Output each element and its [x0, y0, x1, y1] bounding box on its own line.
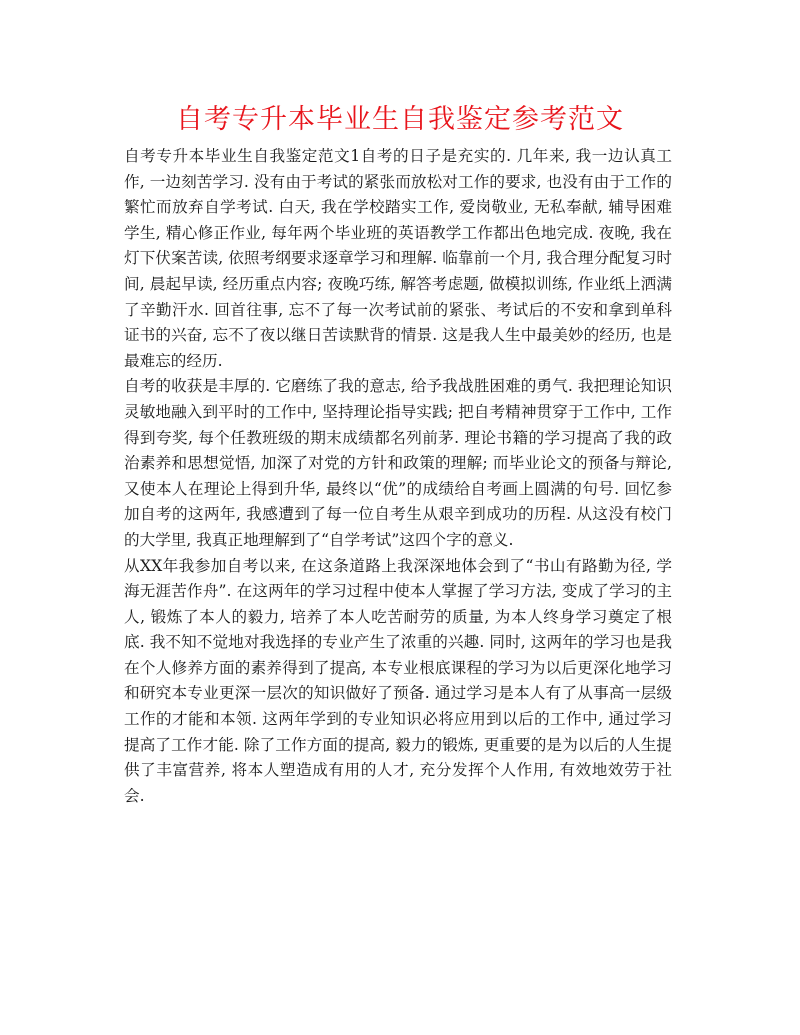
paragraph-3: 从XX年我参加自考以来, 在这条道路上我深深地体会到了“书山有路勤为径, 学海无涯苦作舟”. 在这两年的学习过程中使本人掌握了学习方法, 变成了学习的主人, 锻炼了本人的毅力, 培养了本人吃苦耐劳的质量, 为本人终身学习奠定了根底. 我不知不觉地对我选择的专业产生了浓重的兴趣. 同时, 这两年的学习也是我在个人修养方面的素养得到了提高, 本专业根底课程的学习为以后更深化地学习和研究本专业更深一层次的知识做好了预备. 通过学习是本人有了从事高一层级工作的才能和本领. 这两年学到的专业知识必将应用到以后的工作中, 通过学习提高了工作才能. 除了工作方面的提高, 毅力的锻炼, 更重要的是为以后的人生提供了丰富营养, 将本人塑造成有用的人才, 充分发挥个人作用, 有效地效劳于社会. — [124, 556, 672, 805]
paragraph-2: 自考的收获是丰厚的. 它磨练了我的意志, 给予我战胜困难的勇气. 我把理论知识灵敏地融入到平时的工作中, 坚持理论指导实践; 把自考精神贯穿于工作中, 工作得到夸奖, 每个任教班级的期末成绩都名列前茅. 理论书籍的学习提高了我的政治素养和思想觉悟, 加深了对党的方针和政策的理解; 而毕业论文的预备与辩论, 又使本人在理论上得到升华, 最终以“优”的成绩给自考画上圆满的句号. 回忆参加自考的这两年, 我感遭到了每一位自考生从艰辛到成功的历程. 从这没有校门的大学里, 我真正地理解到了“自学考试”这四个字的意义. — [124, 377, 672, 549]
paragraph-1: 自考专升本毕业生自我鉴定范文1自考的日子是充实的. 几年来, 我一边认真工作, 一边刻苦学习. 没有由于考试的紧张而放松对工作的要求, 也没有由于工作的繁忙而放弃自学考试. 白天, 我在学校踏实工作, 爱岗敬业, 无私奉献, 辅导困难学生, 精心修正作业, 每年两个毕业班的英语教学工作都出色地完成. 夜晚, 我在灯下伏案苦读, 依照考纲要求逐章学习和理解. 临靠前一个月, 我合理分配复习时间, 晨起早读, 经历重点内容; 夜晚巧练, 解答考虑题, 做模拟训练, 作业纸上洒满了辛勤汗水. 回首往事, 忘不了每一次考试前的紧张、考试后的不安和拿到单科证书的兴奋, 忘不了夜以继日苦读默背的情景. 这是我人生中最美妙的经历, 也是最难忘的经历. — [124, 147, 672, 370]
document-title: 自考专升本毕业生自我鉴定参考范文 — [176, 104, 624, 135]
document-body — [124, 144, 672, 809]
